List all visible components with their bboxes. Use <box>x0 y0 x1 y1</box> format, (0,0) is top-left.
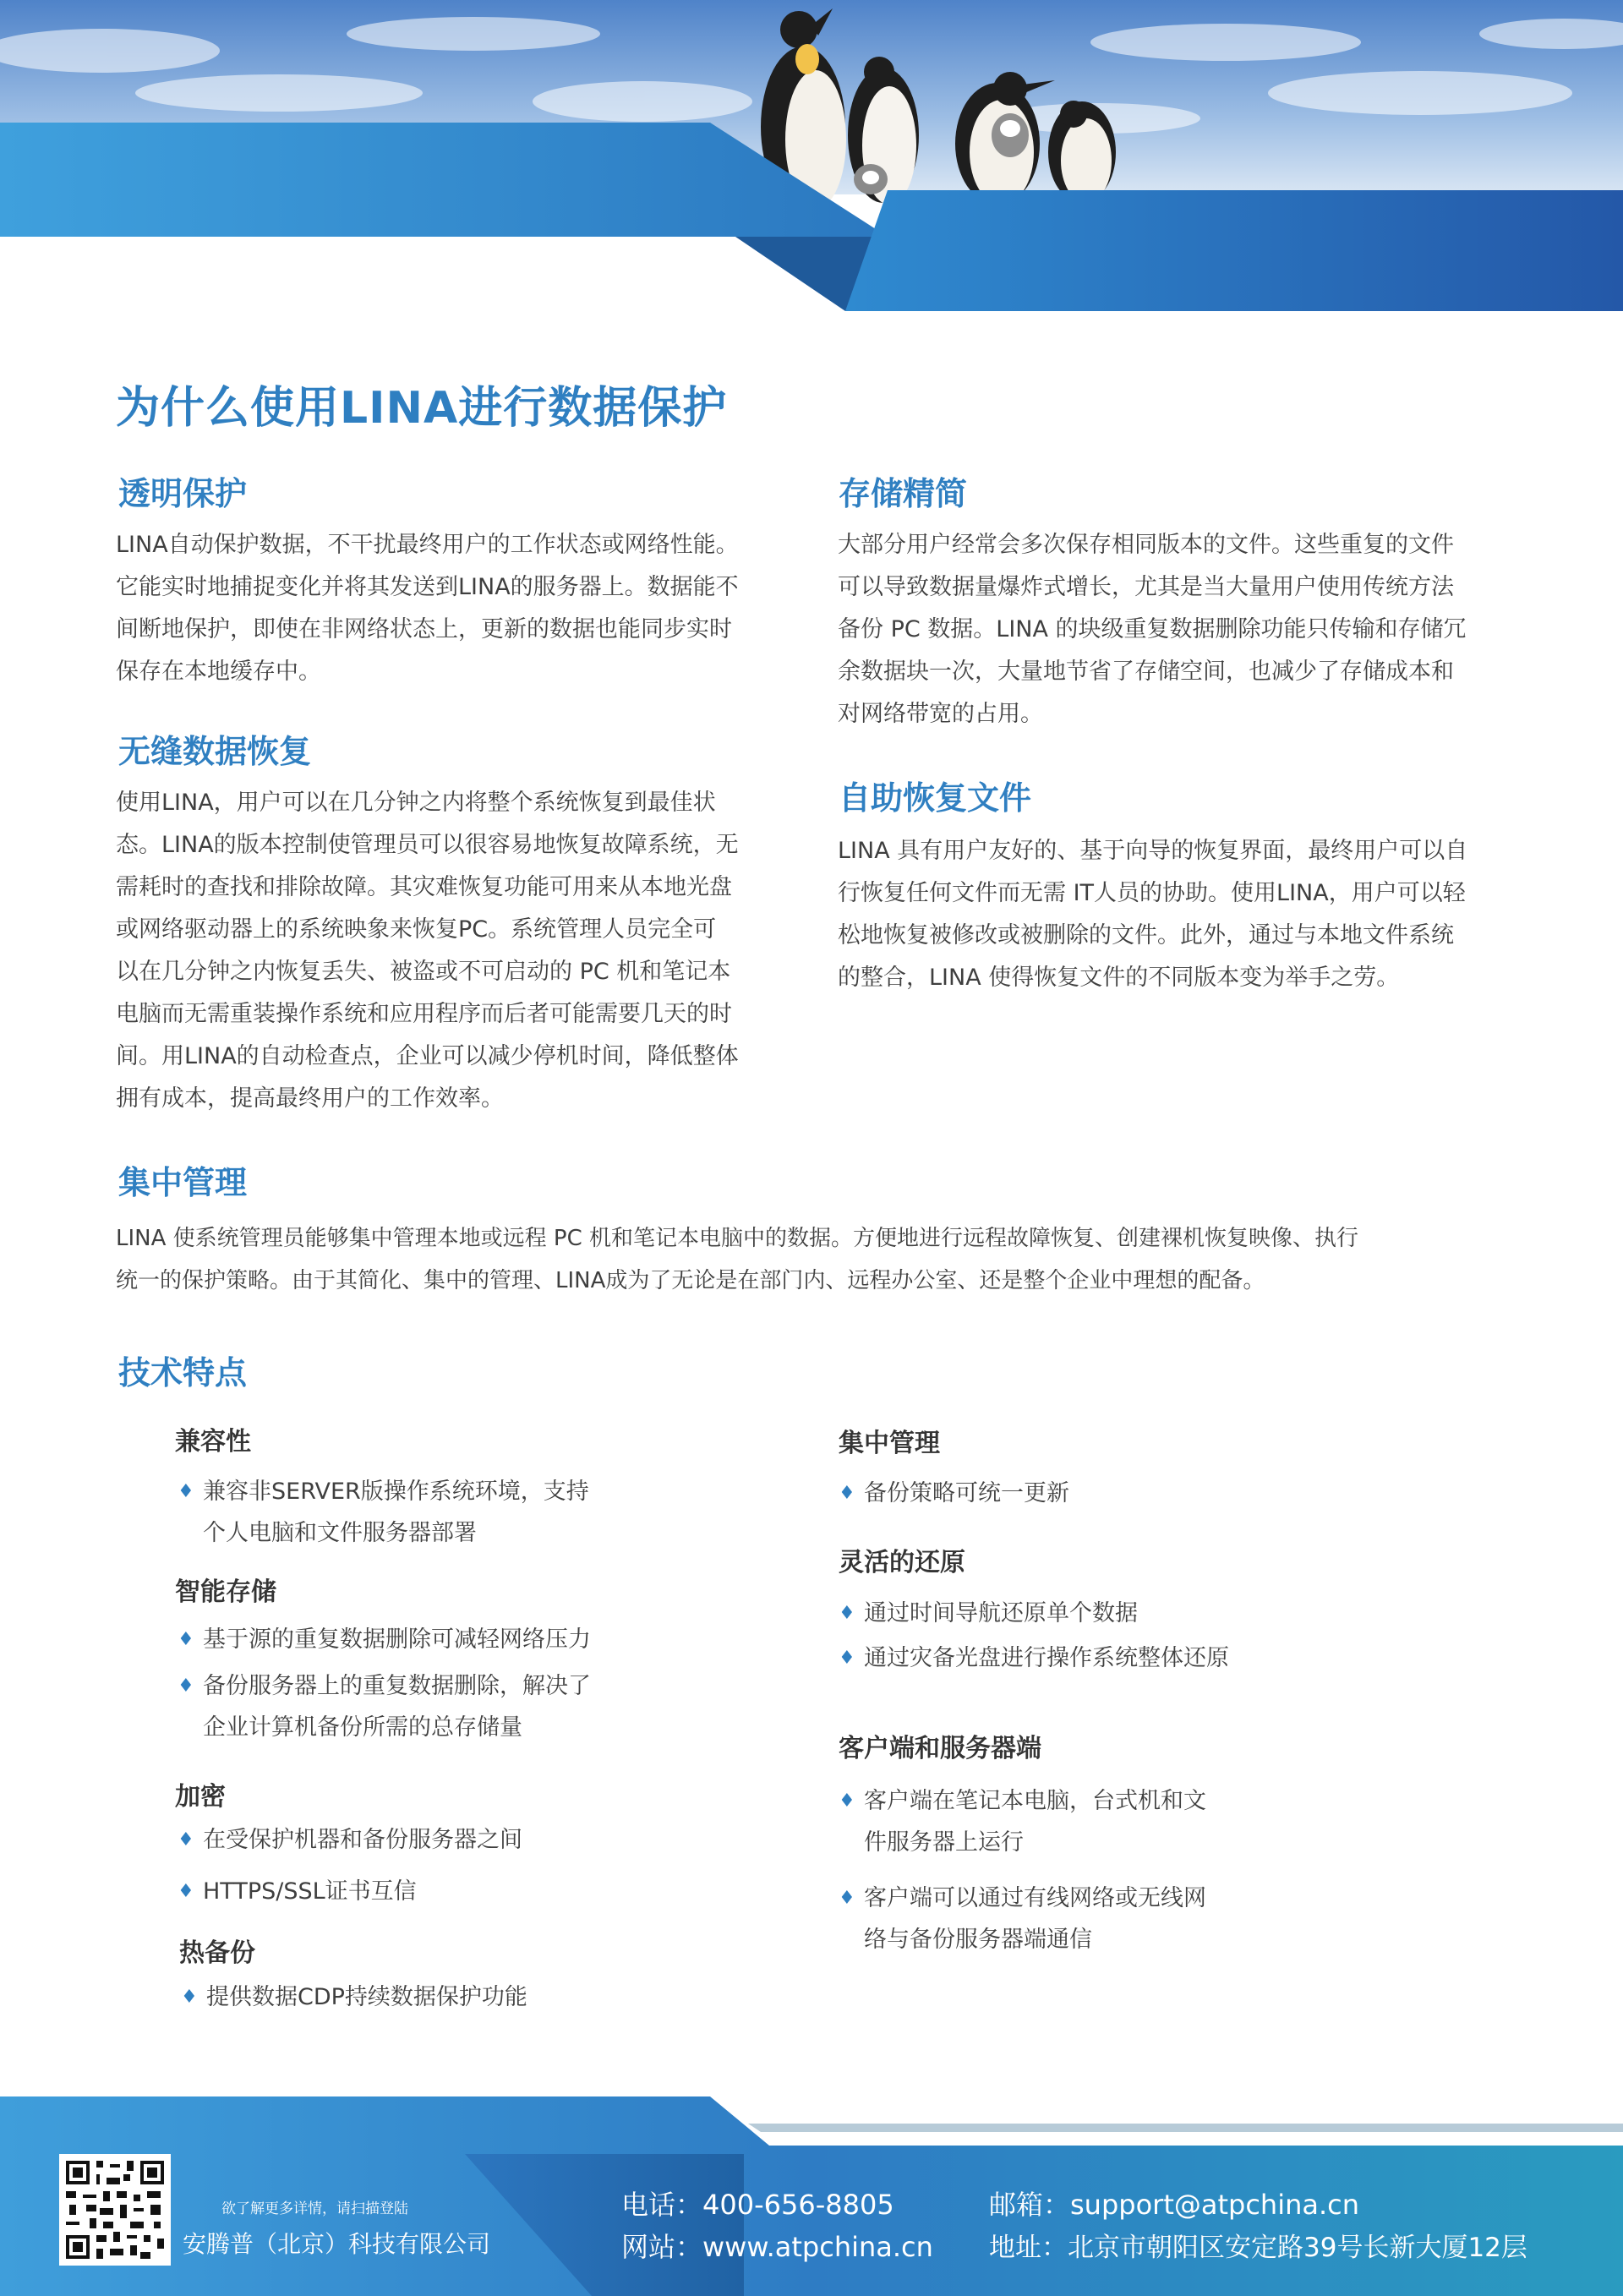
feature-title-central: 集中管理 <box>839 1429 940 1458</box>
text-line: 大部分用户经常会多次保存相同版本的文件。这些重复的文件 <box>838 532 1454 558</box>
section-title-tech: 技术特点 <box>118 1354 248 1391</box>
diamond-icon: ♦ <box>839 1888 855 1909</box>
page-title: 为什么使用LINA进行数据保护 <box>116 383 728 434</box>
text-line: 对网络带宽的占用。 <box>838 701 1043 727</box>
bullet-text: 客户端在笔记本电脑，台式机和文 <box>864 1788 1206 1814</box>
list-item <box>178 1471 589 1554</box>
bullet-text: 基于源的重复数据删除可减轻网络压力 <box>203 1626 591 1653</box>
text-line: LINA 具有用户友好的、基于向导的恢复界面，最终用户可以自 <box>838 838 1468 864</box>
diamond-icon: ♦ <box>839 1648 855 1669</box>
text-line: LINA 使系统管理员能够集中管理本地或远程 PC 机和笔记本电脑中的数据。方便地进行远程故障恢复、创建裸机恢复映像、执行 <box>116 1226 1359 1251</box>
company-name: 安腾普（北京）科技有限公司 <box>183 2230 491 2258</box>
list-item <box>178 1665 591 1748</box>
feature-title-compat: 兼容性 <box>175 1427 251 1457</box>
text-line: 以在几分钟之内恢复丢失、被盗或不可启动的 PC 机和笔记本 <box>116 959 731 985</box>
diamond-icon: ♦ <box>178 1629 194 1650</box>
text-line: 备份 PC 数据。LINA 的块级重复数据删除功能只传输和存储冗 <box>838 616 1467 642</box>
bullet-text: HTTPS/SSL证书互信 <box>203 1878 417 1905</box>
feature-title-smart: 智能存储 <box>175 1577 276 1607</box>
list-item <box>839 1780 1206 1863</box>
diamond-icon: ♦ <box>839 1790 855 1812</box>
bullet-text: 络与备份服务器端通信 <box>864 1927 1092 1953</box>
diamond-icon: ♦ <box>839 1603 855 1624</box>
section-body-transparent <box>116 524 784 693</box>
text-line: 的整合，LINA 使得恢复文件的不同版本变为举手之劳。 <box>838 965 1400 991</box>
section-title-recovery: 无缝数据恢复 <box>118 733 312 770</box>
text-line: LINA自动保护数据，不干扰最终用户的工作状态或网络性能。 <box>116 532 739 558</box>
bullet-text: 企业计算机备份所需的总存储量 <box>203 1714 522 1741</box>
list-item <box>839 1637 1229 1679</box>
diamond-icon: ♦ <box>178 1881 194 1902</box>
bullet-text: 件服务器上运行 <box>864 1829 1024 1856</box>
bullet-text: 提供数据CDP持续数据保护功能 <box>206 1984 527 2010</box>
feature-title-hot: 热备份 <box>179 1938 255 1968</box>
bullet-text: 客户端可以通过有线网络或无线网 <box>864 1885 1206 1911</box>
text-line: 态。LINA的版本控制使管理员可以很容易地恢复故障系统，无 <box>116 832 739 858</box>
diamond-icon: ♦ <box>178 1676 194 1697</box>
diamond-icon: ♦ <box>839 1483 855 1504</box>
text-line: 保存在本地缓存中。 <box>116 659 321 685</box>
list-item <box>839 1878 1206 1960</box>
bullet-text: 备份策略可统一更新 <box>864 1480 1069 1506</box>
text-line: 拥有成本，提高最终用户的工作效率。 <box>116 1085 504 1112</box>
qr-code-icon <box>63 2157 167 2262</box>
address-text: 地址：北京市朝阳区安定路39号长新大厦12层 <box>989 2233 1527 2263</box>
list-item <box>178 1619 591 1660</box>
text-line: 使用LINA，用户可以在几分钟之内将整个系统恢复到最佳状 <box>116 790 716 816</box>
text-line: 可以导致数据量爆炸式增长，尤其是当大量用户使用传统方法 <box>838 574 1454 600</box>
section-body-storage <box>838 524 1514 735</box>
text-line: 行恢复任何文件而无需 IT人员的协助。使用LINA，用户可以轻 <box>838 880 1466 906</box>
section-title-transparent: 透明保护 <box>118 475 248 512</box>
list-item <box>839 1593 1138 1634</box>
header-graphic <box>0 0 1623 321</box>
diamond-icon: ♦ <box>178 1829 194 1850</box>
website-link[interactable]: 网站：www.atpchina.cn <box>621 2231 933 2263</box>
feature-title-encrypt: 加密 <box>175 1782 226 1812</box>
list-item <box>178 1871 417 1912</box>
bullet-text: 兼容非SERVER版操作系统环境，支持 <box>203 1479 589 1505</box>
section-body-central <box>116 1217 1519 1302</box>
text-line: 或网络驱动器上的系统映象来恢复PC。系统管理人员完全可 <box>116 916 717 943</box>
footer <box>0 2096 1623 2296</box>
qr-code[interactable] <box>59 2154 171 2266</box>
text-line: 间。用LINA的自动检查点，企业可以减少停机时间，降低整体 <box>116 1043 739 1069</box>
bullet-text: 在受保护机器和备份服务器之间 <box>203 1827 522 1853</box>
scan-hint: 欲了解更多详情，请扫描登陆 <box>221 2200 408 2217</box>
section-title-selfservice: 自助恢复文件 <box>839 779 1032 817</box>
feature-title-restore: 灵活的还原 <box>839 1548 965 1577</box>
feature-title-client: 客户端和服务器端 <box>839 1734 1041 1763</box>
list-item <box>178 1819 522 1861</box>
phone-text[interactable]: 电话：400-656-8805 <box>621 2189 894 2221</box>
section-body-recovery <box>116 782 784 1120</box>
list-item <box>181 1976 527 2018</box>
text-line: 间断地保护，即使在非网络状态上，更新的数据也能同步实时 <box>116 616 732 642</box>
diamond-icon: ♦ <box>181 1987 198 2008</box>
diamond-icon: ♦ <box>178 1481 194 1502</box>
bullet-text: 通过灾备光盘进行操作系统整体还原 <box>864 1645 1229 1671</box>
text-line: 统一的保护策略。由于其简化、集中的管理、LINA成为了无论是在部门内、远程办公室、还是整个企业中理想的配备。 <box>116 1268 1265 1293</box>
section-title-storage: 存储精简 <box>839 475 968 512</box>
header-banner <box>0 0 1623 321</box>
bullet-text: 通过时间导航还原单个数据 <box>864 1600 1138 1626</box>
list-item <box>839 1473 1069 1514</box>
text-line: 松地恢复被修改或被删除的文件。此外，通过与本地文件系统 <box>838 922 1454 948</box>
section-title-central: 集中管理 <box>118 1164 248 1201</box>
email-link[interactable]: 邮箱：support@atpchina.cn <box>989 2189 1360 2221</box>
bullet-text: 个人电脑和文件服务器部署 <box>203 1520 477 1546</box>
bullet-text: 备份服务器上的重复数据删除，解决了 <box>203 1673 591 1699</box>
text-line: 电脑而无需重装操作系统和应用程序而后者可能需要几天的时 <box>116 1001 732 1027</box>
text-line: 它能实时地捕捉变化并将其发送到LINA的服务器上。数据能不 <box>116 574 739 600</box>
text-line: 需耗时的查找和排除故障。其灾难恢复功能可用来从本地光盘 <box>116 874 732 900</box>
section-body-selfservice <box>838 830 1514 999</box>
text-line: 余数据块一次，大量地节省了存储空间，也减少了存储成本和 <box>838 659 1454 685</box>
